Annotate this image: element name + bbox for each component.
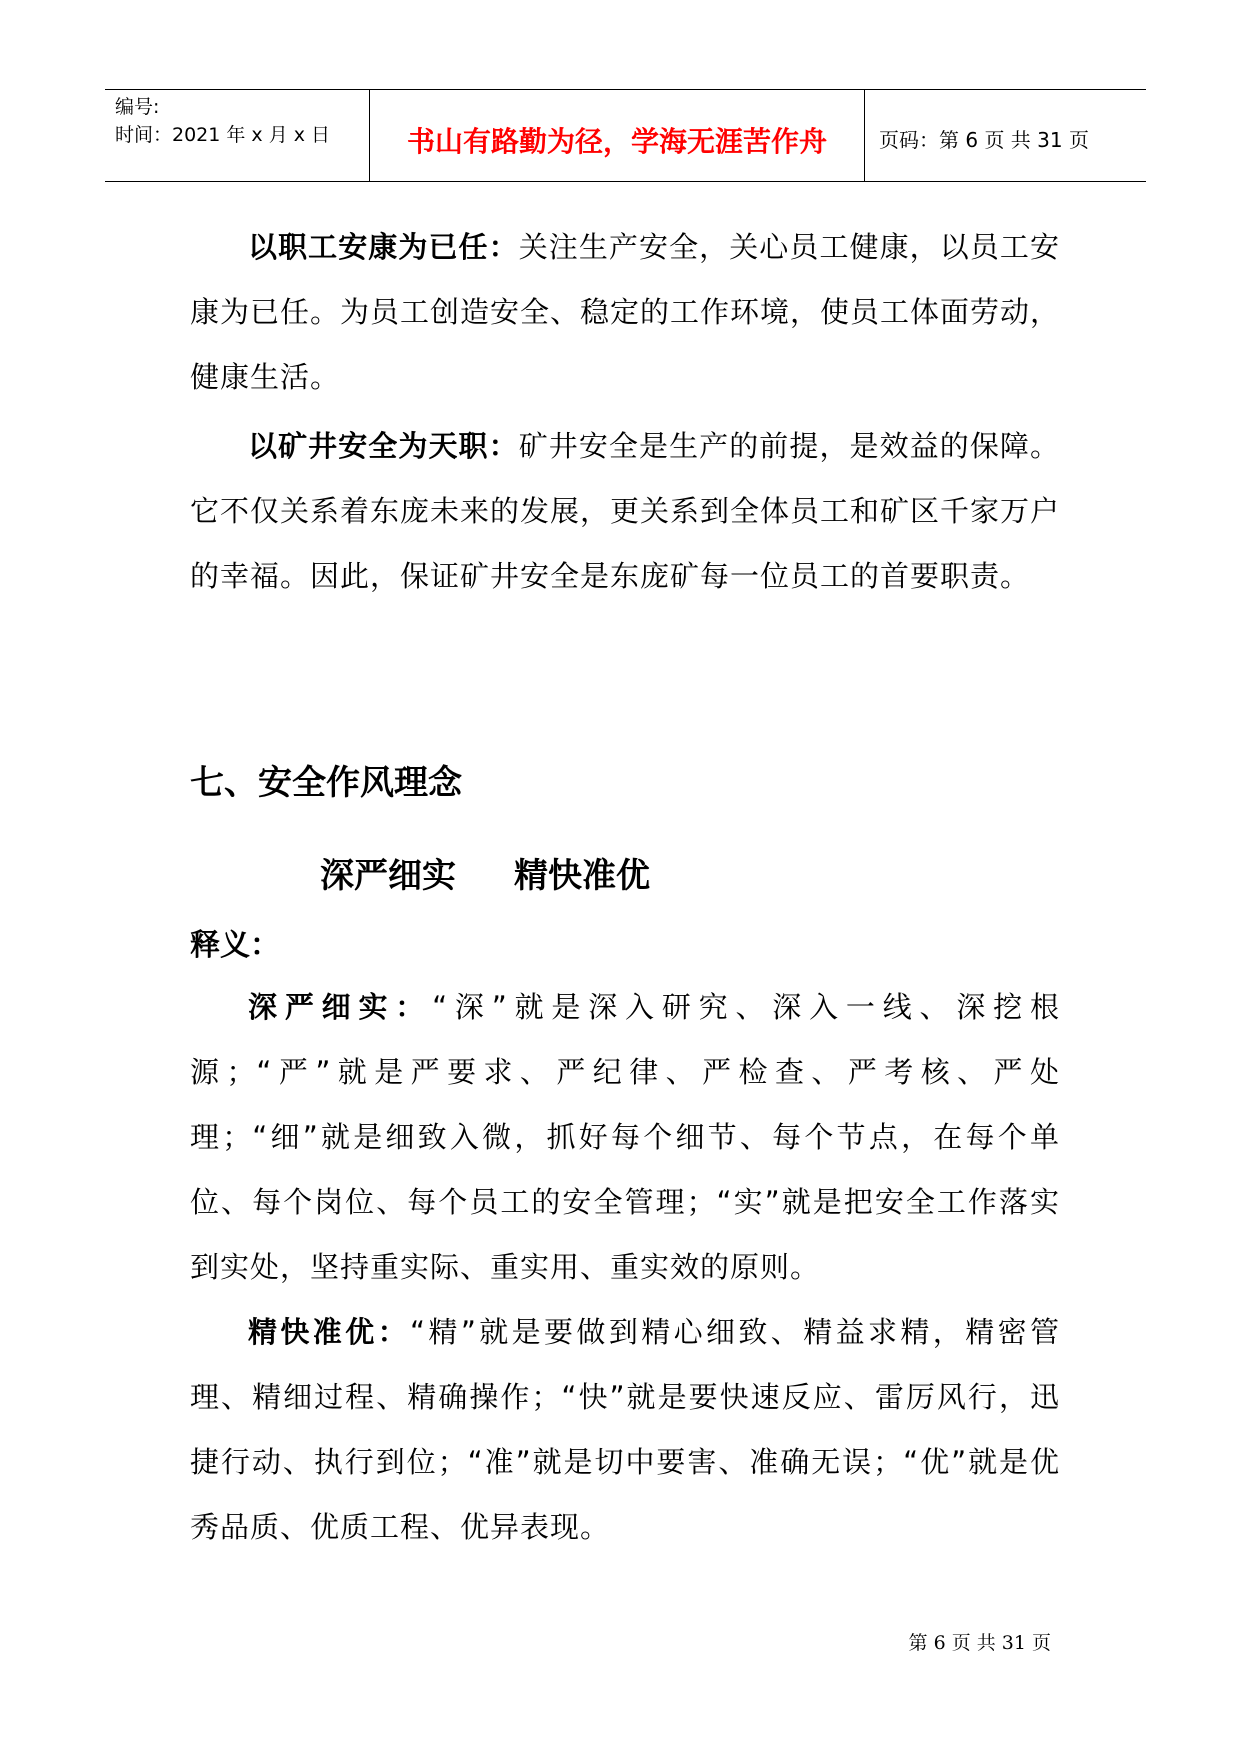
header-motto: 书山有路勤为径，学海无涯苦作舟 xyxy=(406,125,827,158)
slogan-part-1: 深严细实 xyxy=(320,856,456,896)
slogan xyxy=(320,848,650,897)
body-text-top xyxy=(190,215,1060,609)
paragraph-deep-strict xyxy=(190,975,1060,1300)
header-page-cell xyxy=(865,90,1146,181)
section-heading: 七、安全作风理念 xyxy=(190,763,462,803)
paragraph-text: 关注生产安全，关心员工健康，以员工安康为已任。为员工创造安全、稳定的工作环境，使员工体面劳动，健康生活。 xyxy=(190,230,1061,394)
explanation-label: 释义： xyxy=(190,928,280,963)
page-footer: 第 6 页 共 31 页 xyxy=(908,1632,1051,1654)
page-header xyxy=(105,89,1146,182)
body-text-bottom xyxy=(190,975,1060,1560)
paragraph-lead: 以矿井安全为天职： xyxy=(248,429,519,463)
paragraph-precise-fast xyxy=(190,1300,1060,1560)
header-motto-cell xyxy=(370,90,865,181)
paragraph-text: 矿井安全是生产的前提，是效益的保障。它不仅关系着东庞未来的发展，更关系到全体员工和矿区千家万户的幸福。因此，保证矿井安全是东庞矿每一位员工的首要职责。 xyxy=(190,429,1061,593)
paragraph-mine-safety xyxy=(190,414,1060,609)
header-page-number: 页码：第 6 页 共 31 页 xyxy=(879,128,1089,152)
paragraph-lead: 以职工安康为已任： xyxy=(248,230,519,264)
slogan-part-2: 精快准优 xyxy=(514,856,650,896)
document-time-label: 时间：2021 年 x 月 x 日 xyxy=(115,124,331,146)
paragraph-lead: 精快准优： xyxy=(248,1315,410,1349)
header-info-cell xyxy=(105,90,370,181)
paragraph-text: “精”就是要做到精心细致、精益求精，精密管理、精细过程、精确操作；“快”就是要快速反应、雷厉风行，迅捷行动、执行到位；“准”就是切中要害、准确无误；“优”就是优秀品质、优质工程、优异表现。 xyxy=(190,1315,1060,1544)
paragraph-employee-wellbeing xyxy=(190,215,1060,410)
paragraph-lead: 深严细实： xyxy=(248,990,433,1024)
paragraph-text: “深”就是深入研究、深入一线、深挖根源；“严”就是严要求、严纪律、严检查、严考核、严处理；“细”就是细致入微，抓好每个细节、每个节点，在每个单位、每个岗位、每个员工的安全管理；“实”就是把安全工作落实到实处，坚持重实际、重实用、重实效的原则。 xyxy=(190,990,1060,1284)
document-number-label: 编号: xyxy=(115,96,160,118)
